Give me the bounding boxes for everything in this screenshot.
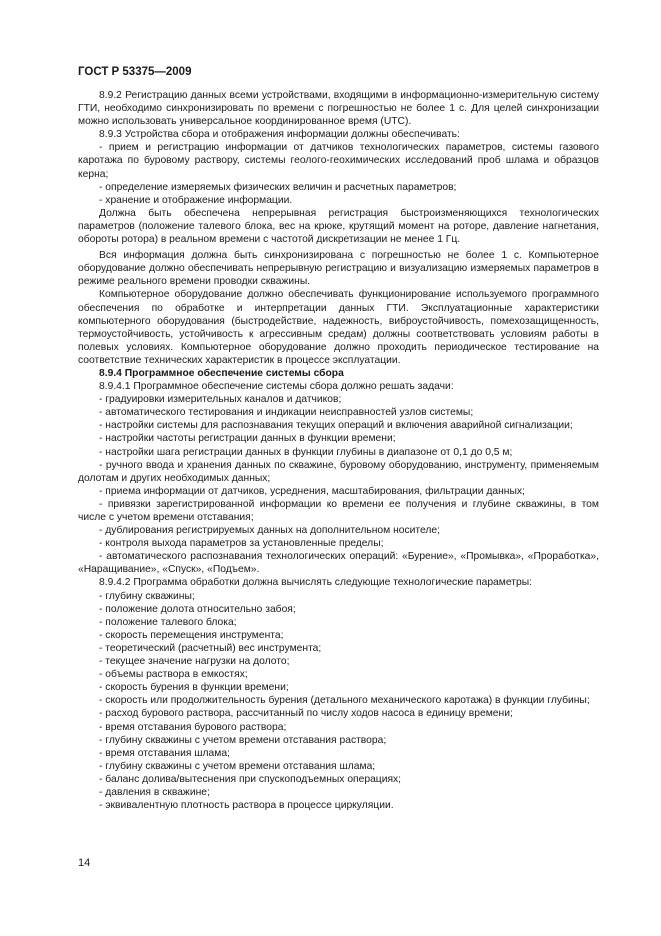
list-item: - дублирования регистрируемых данных на дополнительном носителе;: [99, 525, 440, 537]
list-item: - глубину скважины с учетом времени отставания раствора;: [99, 734, 387, 746]
list-item: - эквивалентную плотность раствора в процессе циркуляции.: [99, 800, 394, 812]
section-heading-8-9-4: 8.9.4 Программное обеспечение системы сбора: [99, 367, 344, 379]
list-item: - настройки шага регистрации данных в функции глубины в диапазоне от 0,1 до 0,5 м;: [99, 446, 513, 458]
list-item: - автоматического тестирования и индикации неисправностей узлов системы;: [99, 407, 474, 419]
paragraph: Должна быть обеспечена непрерывная регистрация быстроизменяющихся технологических параметров (положение талевого блока, вес на крюке, крутящий момент на роторе, давление нагнетания, обороты ротора) в реальном времени с частотой дискретизации не менее 1 Гц.: [78, 207, 599, 246]
paragraph: Компьютерное оборудование должно обеспечивать функционирование используемого программного обеспечения по обработке и интерпретации данных ГТИ. Эксплуатационные характеристики компьютерного оборудования (быстродействие, надежность, виброустойчивость, помехозащищенность, термоустойчивость, устойчивость к агрессивным средам) должны соответствовать условиям работы в полевых условиях. Компьютерное оборудование должно проходить периодическое тестирование на соответствие технических характеристик в процессе эксплуатации.: [78, 289, 599, 366]
list-item: - объемы раствора в емкостях;: [99, 669, 248, 681]
list-item: - расход бурового раствора, рассчитанный по числу ходов насоса в единицу времени;: [99, 708, 513, 720]
list-item: - скорость бурения в функции времени;: [99, 682, 289, 694]
list-item: - прием и регистрацию информации от датчиков технологических параметров, системы газового каротажа по буровому раствору, системы геолого-геохимических исследований проб шлама и образцов керна;: [78, 142, 599, 180]
list-item: - настройки частоты регистрации данных в функции времени;: [99, 433, 396, 445]
list-item: - время отставания шлама;: [99, 747, 230, 759]
paragraph-8-9-4-1: 8.9.4.1 Программное обеспечение системы сбора должно решать задачи:: [99, 381, 454, 393]
list-item: - время отставания бурового раствора;: [99, 721, 287, 733]
paragraph: Вся информация должна быть синхронизирована с погрешностью не более 1 с. Компьютерное оборудование должно обеспечивать непрерывную регистрацию и визуализацию измеряемых параметров в режиме реального времени проводки скважины.: [78, 250, 599, 288]
paragraph-8-9-2: 8.9.2 Регистрацию данных всеми устройствами, входящими в информационно-измерительную систему ГТИ, необходимо синхронизировать по времени с погрешностью не более 1 с. Для целей синхронизации можно использовать универсальное координированное время (UTC).: [78, 90, 599, 128]
list-item: - теоретический (расчетный) вес инструмента;: [99, 642, 322, 654]
list-item: - приема информации от датчиков, усреднения, масштабирования, фильтрации данных;: [99, 485, 525, 497]
list-item: - ручного ввода и хранения данных по скважине, буровому оборудованию, инструменту, применяемым долотам и других необходимых данных;: [78, 459, 599, 484]
list-item: - скорость или продолжительность бурения (детального механического каротажа) в функции глубины;: [99, 695, 590, 707]
list-item: - градуировки измерительных каналов и датчиков;: [99, 394, 342, 406]
list-item: - глубину скважины;: [99, 590, 195, 602]
list-item: - автоматического распознавания технологических операций: «Бурение», «Промывка», «Проработка», «Наращивание», «Спуск», «Подъем».: [78, 551, 599, 576]
list-item: - положение талевого блока;: [99, 616, 237, 628]
list-item: - давления в скважине;: [99, 786, 210, 798]
list-item: - баланс долива/вытеснения при спускоподъемных операциях;: [99, 773, 402, 785]
list-item: - определение измеряемых физических величин и расчетных параметров;: [99, 181, 457, 193]
list-item: - текущее значение нагрузки на долото;: [99, 656, 290, 668]
document-header: ГОСТ Р 53375—2009: [78, 66, 192, 78]
document-body: [78, 89, 599, 812]
list-item: - контроля выхода параметров за установленные пределы;: [99, 538, 384, 550]
list-item: - положение долота относительно забоя;: [99, 603, 296, 615]
paragraph-8-9-3: 8.9.3 Устройства сбора и отображения информации должны обеспечивать:: [99, 129, 460, 141]
list-item: - скорость перемещения инструмента;: [99, 629, 284, 641]
list-item: - глубину скважины с учетом времени отставания шлама;: [99, 760, 376, 772]
page-number: 14: [78, 857, 91, 869]
list-item: - хранение и отображение информации.: [99, 194, 293, 206]
list-item: - настройки системы для распознавания текущих операций и включения аварийной сигнализации;: [99, 420, 573, 432]
list-item: - привязки зарегистрированной информации ко времени ее получения и глубине скважины, в том числе с учетом времени отставания;: [78, 498, 599, 523]
paragraph-8-9-4-2: 8.9.4.2 Программа обработки должна вычислять следующие технологические параметры:: [99, 577, 532, 589]
